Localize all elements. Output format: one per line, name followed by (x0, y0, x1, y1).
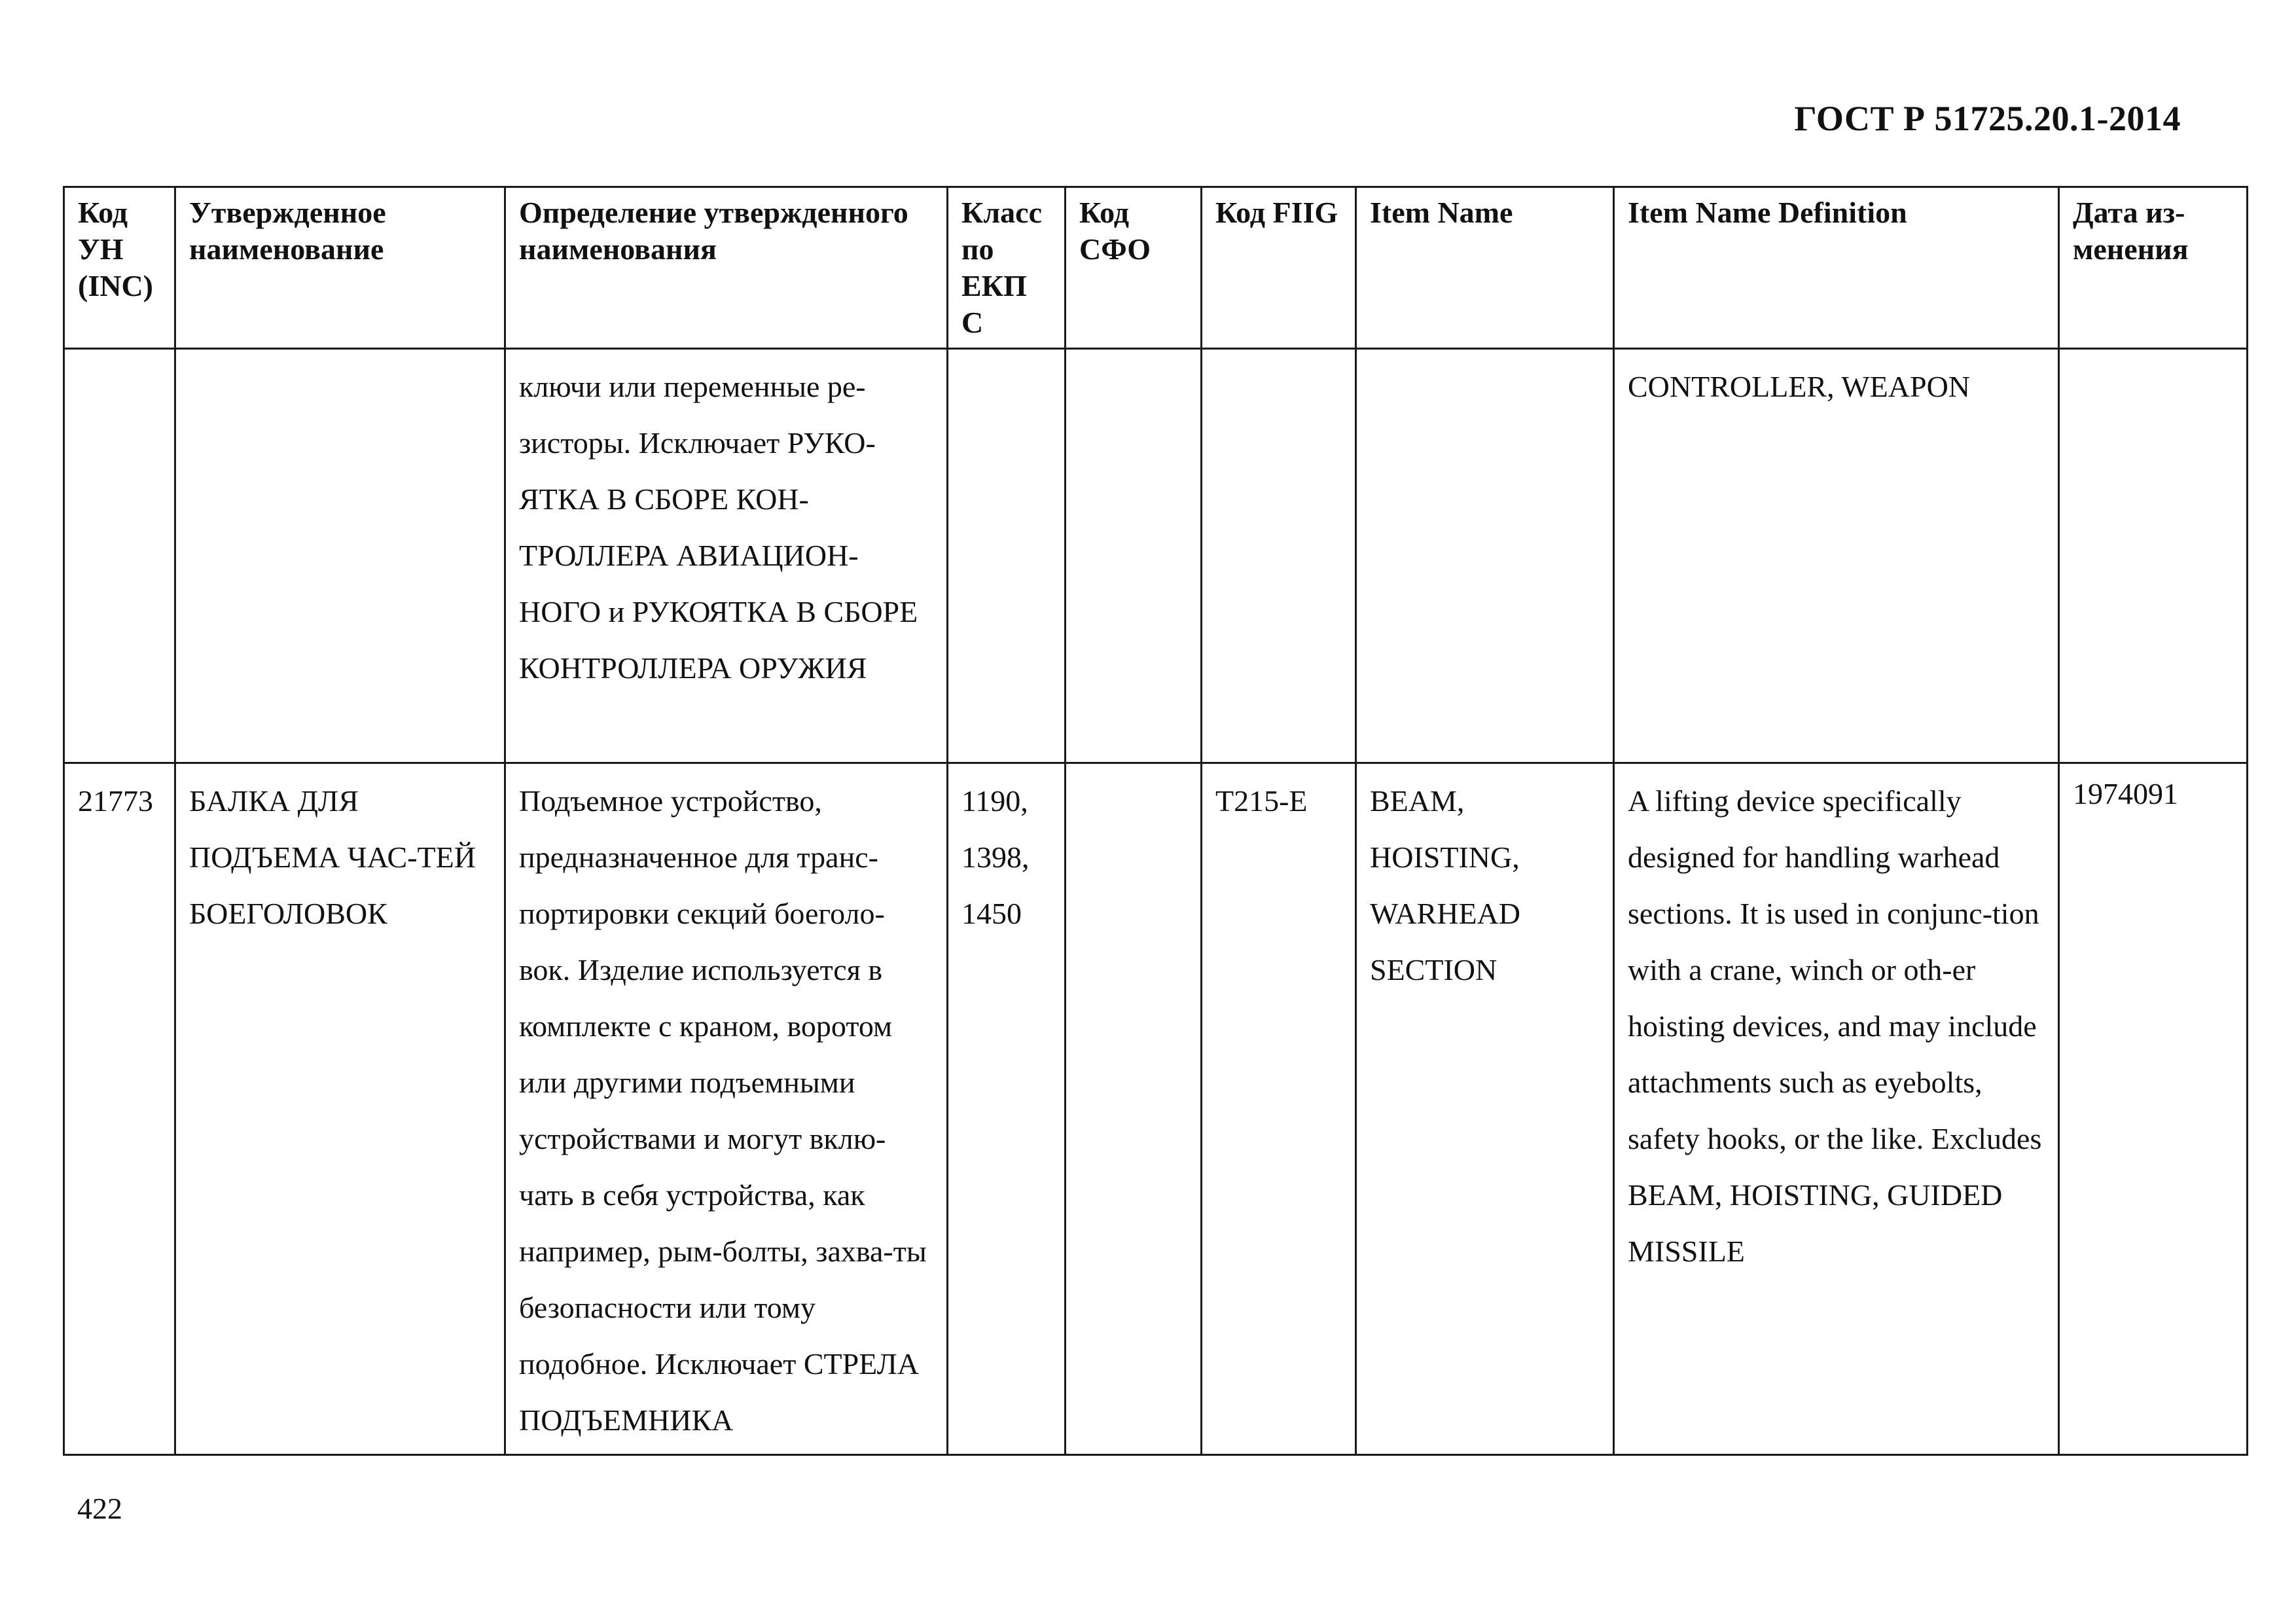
cell-fiig (1202, 349, 1356, 763)
column-header-item-definition: Item Name Definition (1614, 187, 2059, 349)
column-header-sfo: Код СФО (1066, 187, 1202, 349)
cell-item-name (1356, 349, 1614, 763)
cell-sfo (1066, 763, 1202, 1455)
column-header-inc: Код УН (INC) (64, 187, 175, 349)
cell-class: 1190, 1398, 1450 (948, 763, 1066, 1455)
cell-sfo (1066, 349, 1202, 763)
nomenclature-table (63, 186, 2248, 1456)
cell-approved-name: БАЛКА ДЛЯ ПОДЪЕМА ЧАС-ТЕЙ БОЕГОЛОВОК (175, 763, 505, 1455)
column-header-fiig: Код FIIG (1202, 187, 1356, 349)
cell-item-definition: A lifting device specifically designed for handling warhead sections. It is used in conjunc-tion with a crane, winch or oth-er hoisting devices, and may include attachments such as eyebolts, safety hooks, or the like. Excludes BEAM, HOISTING, GUIDED MISSILE (1614, 763, 2059, 1455)
cell-change-date: 1974091 (2059, 763, 2248, 1455)
column-header-definition: Определение утвержденного наименования (505, 187, 948, 349)
table-row (64, 349, 2248, 763)
table-header-row (64, 187, 2248, 349)
document-code: ГОСТ Р 51725.20.1-2014 (1794, 99, 2181, 138)
column-header-change-date: Дата из-менения (2059, 187, 2248, 349)
column-header-item-name: Item Name (1356, 187, 1614, 349)
cell-inc (64, 349, 175, 763)
column-header-class: Класс по ЕКП С (948, 187, 1066, 349)
cell-fiig: T215-E (1202, 763, 1356, 1455)
cell-approved-name (175, 349, 505, 763)
cell-inc: 21773 (64, 763, 175, 1455)
cell-change-date (2059, 349, 2248, 763)
cell-definition: ключи или переменные ре-зисторы. Исключает РУКО-ЯТКА В СБОРЕ КОН-ТРОЛЛЕРА АВИАЦИОН-НОГО и РУКОЯТКА В СБОРЕ КОНТРОЛЛЕРА ОРУЖИЯ (505, 349, 948, 763)
page-number: 422 (77, 1492, 122, 1525)
column-header-approved-name: Утвержденное наименование (175, 187, 505, 349)
cell-item-definition: CONTROLLER, WEAPON (1614, 349, 2059, 763)
cell-class (948, 349, 1066, 763)
table-row (64, 763, 2248, 1455)
cell-item-name: BEAM, HOISTING, WARHEAD SECTION (1356, 763, 1614, 1455)
cell-definition: Подъемное устройство, предназначенное для транс-портировки секций боеголо-вок. Изделие используется в комплекте с краном, воротом или другими подъемными устройствами и могут вклю-чать в себя устройства, как например, рым-болты, захва-ты безопасности или тому подобное. Исключает СТРЕЛА ПОДЪЕМНИКА (505, 763, 948, 1455)
